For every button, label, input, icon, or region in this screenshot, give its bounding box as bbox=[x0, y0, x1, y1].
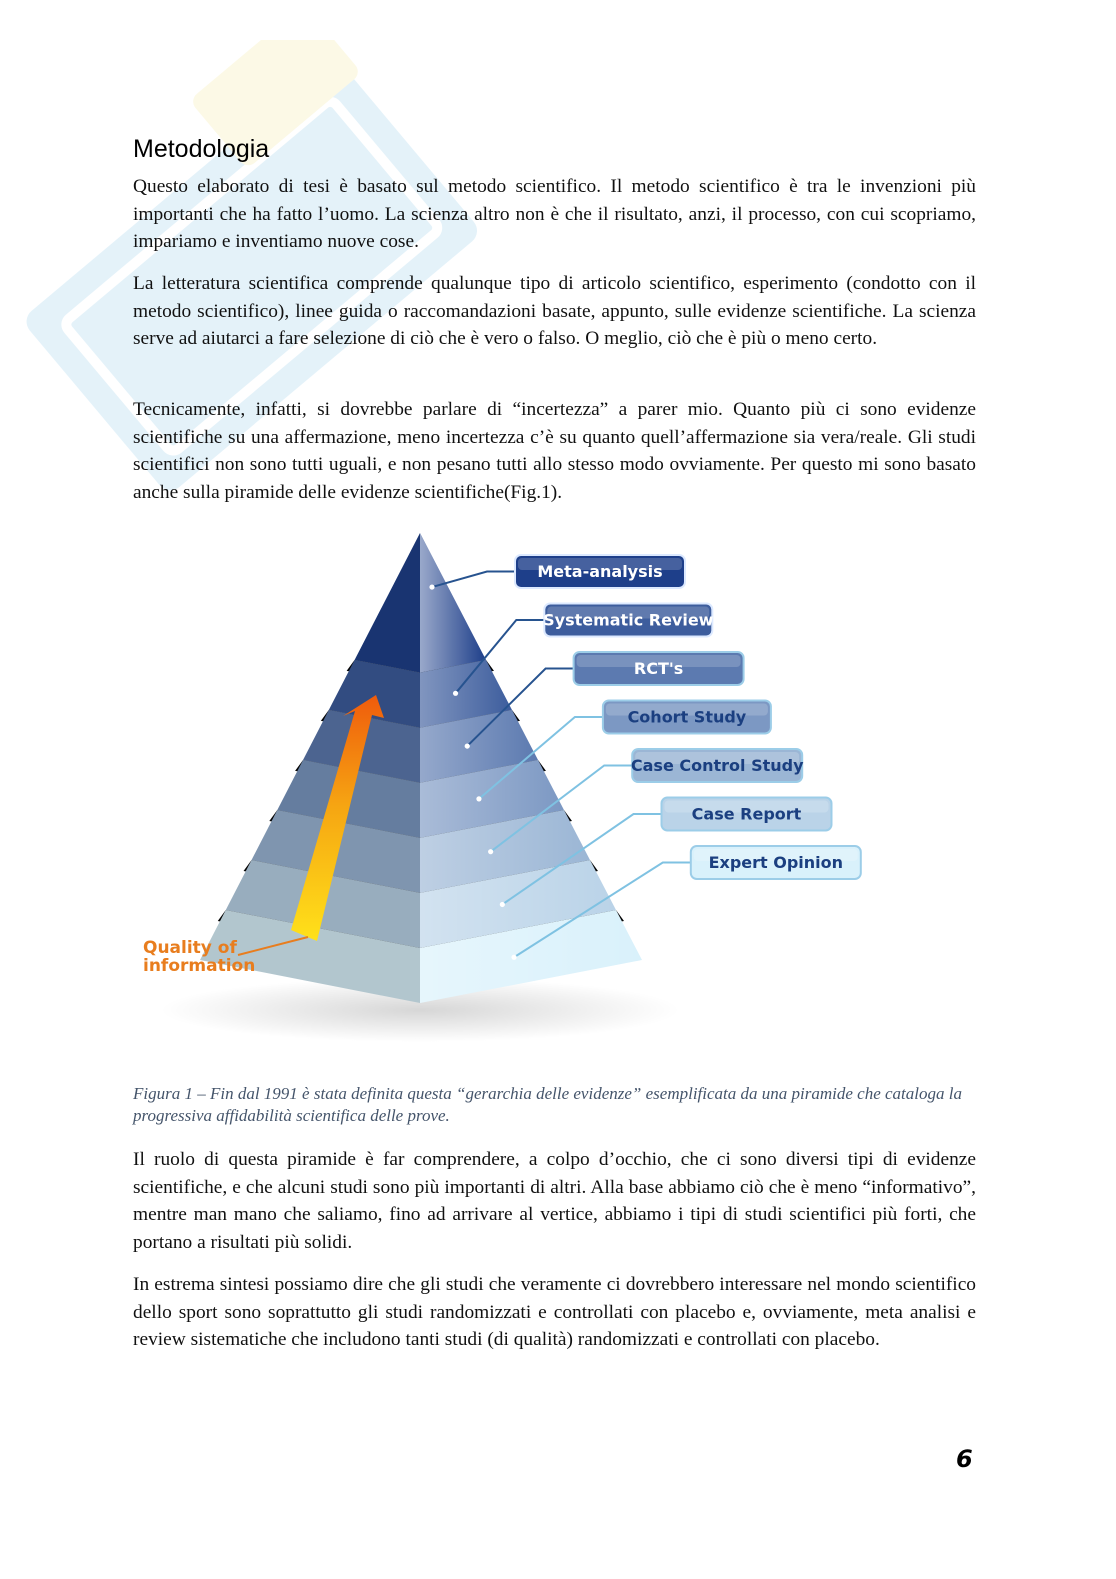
level-label-meta-analysis: Meta-analysis bbox=[537, 562, 663, 581]
connector-dot bbox=[500, 902, 505, 907]
evidence-pyramid-figure bbox=[130, 525, 890, 1065]
connector-dot bbox=[465, 743, 470, 748]
paragraph: In estrema sintesi possiamo dire che gli studi che veramente ci dovrebbero interessare nel mondo scientifico dello sport sono soprattutto gli studi randomizzati e controllati con placebo e, ovviamente, meta analisi e review sistematiche che includono tanti studi (di qualità) randomizzati e controllati con placebo. bbox=[133, 1274, 976, 1351]
figure-caption: Figura 1 – Fin dal 1991 è stata definita questa “gerarchia delle evidenze” esemplificata da una piramide che cataloga la progressiva affidabilità scientifica delle prove. bbox=[133, 1084, 962, 1125]
paragraph: Questo elaborato di tesi è basato sul metodo scientifico. Il metodo scientifico è tra le invenzioni più importanti che ha fatto l’uomo. La scienza altro non è che il risultato, anzi, il processo, con cui scopriamo, impariamo e inventiamo nuove cose. bbox=[133, 176, 976, 253]
paragraph: La letteratura scientifica comprende qualunque tipo di articolo scientifico, esperimento (condotto con il metodo scientifico), linee guida o raccomandazioni basate, appunto, sulle evidenze scientifiche. La scienza serve ad aiutarci a fare selezione di ciò che è vero o falso. O meglio, ciò che è più o meno certo. bbox=[133, 273, 976, 350]
connector-dot bbox=[476, 796, 481, 801]
pyramid-tier-left-face bbox=[355, 533, 420, 673]
level-label-cohort-study: Cohort Study bbox=[627, 707, 747, 727]
connector-dot bbox=[488, 849, 493, 854]
level-label-case-control-study: Case Control Study bbox=[630, 756, 804, 775]
arrow-label-line2: information bbox=[143, 956, 256, 976]
pyramid-tier-sheen bbox=[420, 533, 486, 673]
page-number: 6 bbox=[956, 1445, 973, 1473]
connector-dot bbox=[453, 691, 458, 696]
connector-dot bbox=[429, 584, 434, 589]
paragraph: Tecnicamente, infatti, si dovrebbe parlare di “incertezza” a parer mio. Quanto più ci sono evidenze scientifiche su una affermazione, meno incertezza c’è su quanto quell’affermazione sia vera/reale. Gli studi scientifici non sono tutti uguali, e non pesano tutti allo stesso modo ovviamente. Per questo mi sono basato anche sulla piramide delle evidenze scientifiche(Fig.1). bbox=[133, 399, 976, 503]
level-label-rct-s: RCT's bbox=[633, 659, 684, 678]
arrow-label-line1: Quality of bbox=[143, 938, 237, 958]
level-label-expert-opinion: Expert Opinion bbox=[708, 853, 844, 872]
level-label-systematic-review: Systematic Review bbox=[543, 610, 714, 630]
level-label-case-report: Case Report bbox=[691, 804, 802, 824]
paragraph: Il ruolo di questa piramide è far comprendere, a colpo d’occhio, che ci sono diversi tipi di evidenze scientifiche, e che alcuni studi sono più importanti di altri. Alla base abbiamo ciò che è meno “informativo”, mentre man mano che saliamo, fino ad arrivare al vertice, abbiamo i tipi di studi scientifici più forti, che portano a risultati più solidi. bbox=[133, 1149, 976, 1253]
page-title: Metodologia bbox=[133, 135, 270, 163]
connector-dot bbox=[511, 955, 516, 960]
